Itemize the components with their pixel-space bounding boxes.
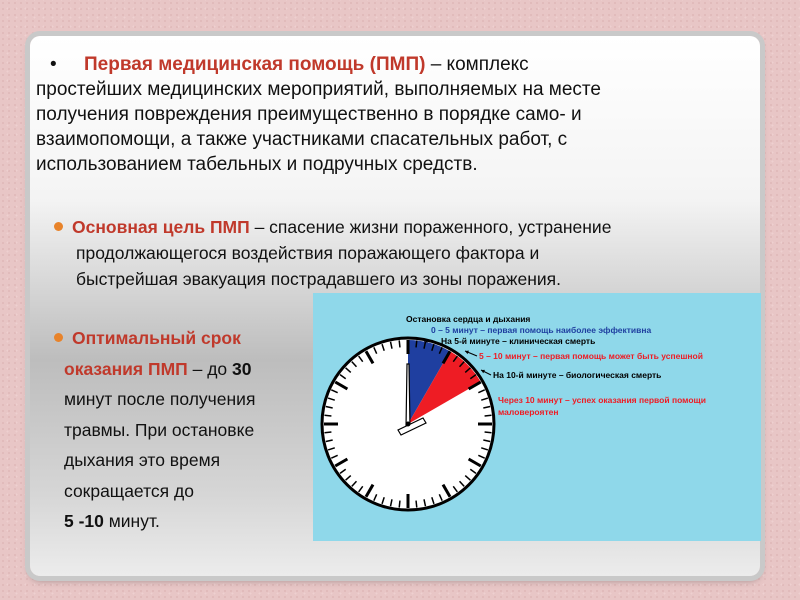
bullet-marker: • [50,54,57,75]
clock-center [406,422,411,427]
bullet-dot-icon [54,333,63,342]
clock-minute-tick [324,415,331,416]
goal-line-1: – спасение жизни пораженного, устранение [249,217,612,237]
definition-term: Первая медицинская помощь (ПМП) [84,54,426,75]
definition-line-4: взаимопомощи, а также участниками спасательных работ, с [36,129,568,150]
clock-minute-tick [416,340,417,347]
time-last-number: 5 -10 [64,511,104,531]
annotation-5-10: 5 – 10 минут – первая помощь может быть успешной [479,351,703,361]
time-suffix: – до [187,358,232,379]
definition-line-5: использованием табельных и подручных средств. [36,154,478,175]
annotation-10-min: На 10-й минуте – биологическая смерть [493,370,662,380]
time-last-suffix: минут. [103,511,160,531]
annotation-after-10: Через 10 минут – успех оказания первой помощи [498,395,706,405]
clock-minute-tick [416,501,417,508]
time-line-6: сокращается до [64,480,194,501]
definition-line-3: получения повреждения преимущественно в порядке само- и [36,104,582,125]
goal-term: Основная цель ПМП [72,217,250,237]
clock-minute-tick [399,340,400,347]
definition-line-1: – комплекс [425,54,529,75]
clock-hand-upper [406,364,410,428]
time-term-line-2: оказания ПМП [64,358,188,379]
definition-paragraph [36,52,736,177]
time-term-line-1: Оптимальный срок [72,328,241,348]
time-line-4: травмы. При остановке [64,419,255,440]
clock-minute-tick [399,501,400,508]
clock-diagram-panel [313,293,761,541]
definition-line-2: простейших медицинских мероприятий, выполняемых на месте [36,79,601,100]
time-line-3: минут после получения [64,389,256,409]
annotation-5-min: На 5-й минуте – клиническая смерть [441,336,596,346]
goal-paragraph [54,214,754,292]
time-number: 30 [232,358,252,379]
clock-minute-tick [324,432,331,433]
time-line-5: дыхания это время [64,450,221,470]
bullet-dot-icon [54,222,63,231]
clock-diagram [313,293,761,541]
clock-face [322,338,494,510]
goal-line-2: продолжающегося воздействия поражающего фактора и [76,243,540,263]
time-paragraph [54,323,314,537]
clock-minute-tick [485,432,492,433]
clock-minute-tick [485,415,492,416]
goal-line-3: быстрейшая эвакуация пострадавшего из зоны поражения. [76,269,562,289]
annotation-0-5: 0 – 5 минут – первая помощь наиболее эффективна [431,325,652,335]
annotation-after-10-cont: маловероятен [498,407,559,417]
annotation-arrest: Остановка сердца и дыхания [406,314,531,324]
